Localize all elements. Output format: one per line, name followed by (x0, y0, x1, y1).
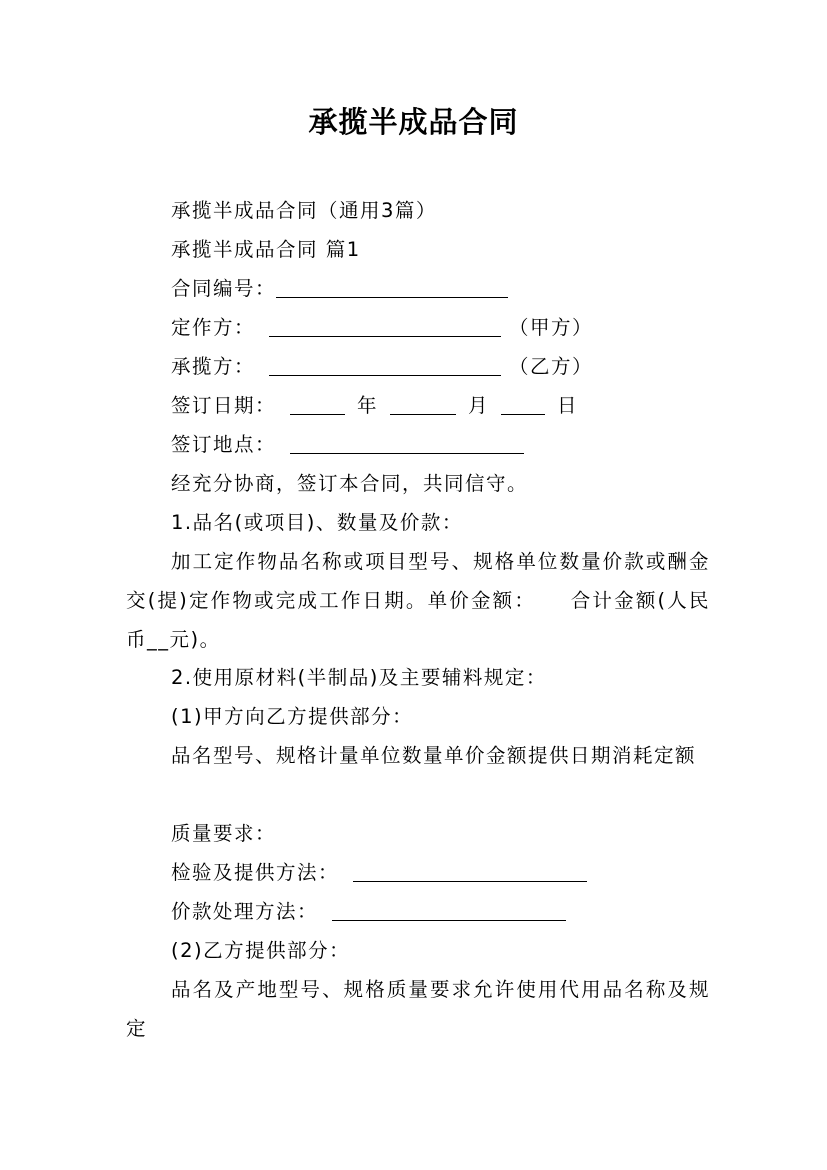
party-b-row (171, 354, 593, 380)
sign-place-row (171, 432, 524, 458)
contract-number-label: 合同编号： (171, 277, 277, 300)
day-blank (501, 394, 545, 415)
contract-number-blank (276, 277, 508, 298)
document-title: 承揽半成品合同 (308, 105, 519, 139)
year-blank (290, 394, 345, 415)
sign-place-label: 签订地点： (171, 433, 277, 456)
party-b-suffix: （乙方） (509, 355, 594, 378)
section-2-heading: 2.使用原材料(半制品)及主要辅料规定： (171, 666, 547, 689)
inspection-label: 检验及提供方法： (171, 861, 340, 884)
section-2-1-body: 品名型号、规格计量单位数量单价金额提供日期消耗定额 (171, 744, 697, 767)
section-1-heading: 1.品名(或项目)、数量及价款： (171, 511, 463, 534)
year-label: 年 (357, 394, 379, 417)
party-b-label: 承揽方： (171, 355, 256, 378)
inspection-row (171, 860, 587, 886)
payment-row (171, 899, 566, 925)
section-1-body-text: 加工定作物品名称或项目型号、规格单位数量价款或酬金交(提)定作物或完成工作日期。单价金额： (126, 550, 710, 612)
quality-requirement: 质量要求： (171, 822, 277, 845)
part-heading: 承揽半成品合同 篇1 (171, 238, 361, 261)
payment-blank (332, 900, 566, 921)
day-label: 日 (557, 394, 579, 417)
month-blank (390, 394, 456, 415)
payment-label: 价款处理方法： (171, 900, 319, 923)
party-a-row (171, 315, 593, 341)
section-2-2-body: 品名及产地型号、规格质量要求允许使用代用品名称及规定 (126, 978, 710, 1040)
party-b-blank (269, 355, 501, 376)
party-a-blank (269, 316, 501, 337)
section-2-2-heading: (2)乙方提供部分： (171, 939, 351, 962)
month-label: 月 (468, 394, 490, 417)
document-subtitle: 承揽半成品合同（通用3篇） (171, 199, 437, 222)
sign-date-row (171, 393, 578, 419)
party-a-label: 定作方： (171, 316, 256, 339)
section-2-1-heading: (1)甲方向乙方提供部分： (171, 705, 414, 728)
party-a-suffix: （甲方） (509, 316, 594, 339)
contract-number-row (171, 276, 508, 302)
section-1-total: 合计金额(人民币__元)。 (126, 589, 710, 651)
section-1-body (126, 542, 710, 659)
agreement-text: 经充分协商，签订本合同，共同信守。 (171, 472, 529, 495)
sign-place-blank (290, 433, 524, 454)
sign-date-label: 签订日期： (171, 394, 277, 417)
inspection-blank (353, 861, 587, 882)
